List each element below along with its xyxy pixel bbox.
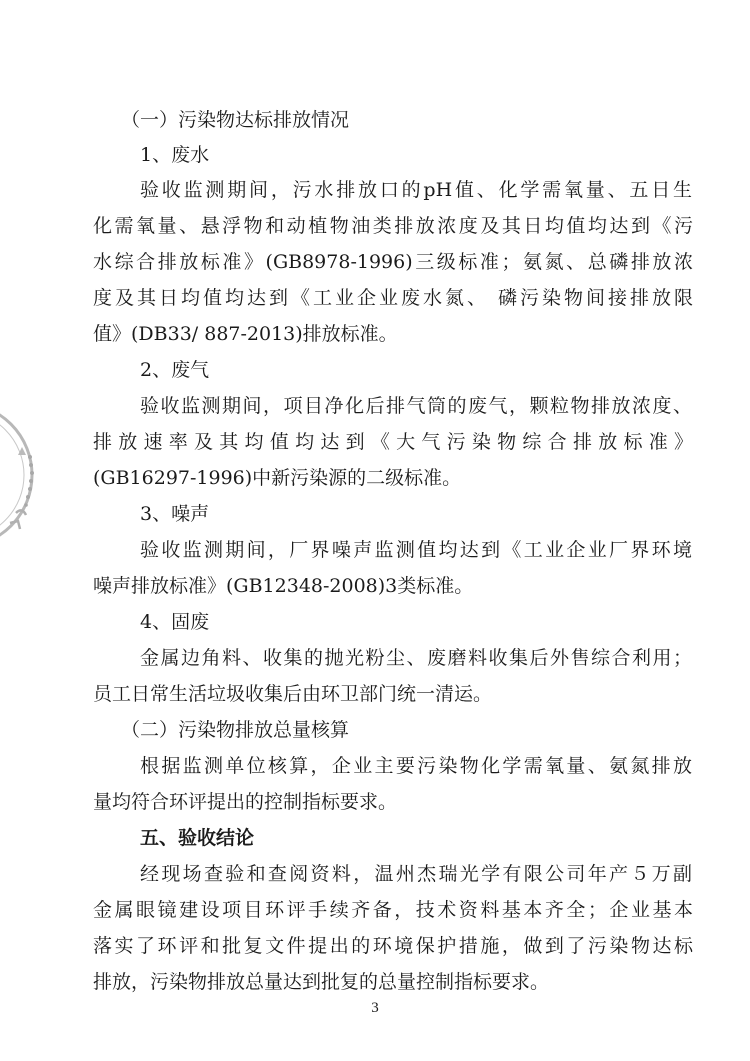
noise-text-line: 噪声排放标准》(GB12348-2008)3类标准。 (93, 575, 474, 597)
section-heading-pollutant-compliance: （一）污染物达标排放情况 (121, 109, 350, 131)
wastewater-text-line: 化需氧量、悬浮物和动植物油类排放浓度及其日均值均达到《污 (93, 215, 693, 237)
solid-waste-text-line: 员工日常生活垃圾收集后由环卫部门统一清运。 (93, 683, 493, 705)
exhaust-text-line: (GB16297-1996)中新污染源的二级标准。 (93, 467, 462, 489)
wastewater-text-line: 水综合排放标准》(GB8978-1996)三级标准；氨氮、总磷排放浓 (93, 251, 693, 273)
partial-seal-stamp (0, 395, 40, 555)
section-heading-total-emissions: （二）污染物排放总量核算 (121, 719, 350, 741)
total-emissions-text-line: 量均符合环评提出的控制指标要求。 (93, 791, 398, 813)
conclusion-text-line: 落实了环评和批复文件提出的环境保护措施，做到了污染物达标 (93, 935, 693, 957)
wastewater-text-line: 值》(DB33/ 887-2013)排放标准。 (93, 323, 398, 345)
wastewater-text-line: 验收监测期间，污水排放口的pH值、化学需氧量、五日生 (140, 179, 692, 201)
page-number: 3 (371, 1000, 379, 1016)
conclusion-text-line: 排放，污染物排放总量达到批复的总量控制指标要求。 (93, 971, 550, 993)
conclusion-text-line: 经现场查验和查阅资料，温州杰瑞光学有限公司年产５万副 (140, 863, 692, 885)
solid-waste-text-line: 金属边角料、收集的抛光粉尘、废磨料收集后外售综合利用； (140, 647, 692, 669)
exhaust-text-line: 排放速率及其均值均达到《大气污染物综合排放标准》 (93, 431, 693, 453)
subheading-noise: 3、噪声 (140, 503, 210, 525)
noise-text-line: 验收监测期间，厂界噪声监测值均达到《工业企业厂界环境 (140, 539, 692, 561)
total-emissions-text-line: 根据监测单位核算，企业主要污染物化学需氧量、氨氮排放 (140, 755, 692, 777)
subheading-exhaust: 2、废气 (140, 359, 210, 381)
exhaust-text-line: 验收监测期间，项目净化后排气筒的废气，颗粒物排放浓度、 (140, 395, 692, 417)
wastewater-text-line: 度及其日均值均达到《工业企业废水氮、 磷污染物间接排放限 (93, 287, 693, 309)
section-heading-conclusion: 五、验收结论 (140, 827, 255, 849)
subheading-wastewater: 1、废水 (140, 144, 210, 166)
conclusion-text-line: 金属眼镜建设项目环评手续齐备，技术资料基本齐全；企业基本 (93, 899, 693, 921)
subheading-solid-waste: 4、固废 (140, 611, 210, 633)
